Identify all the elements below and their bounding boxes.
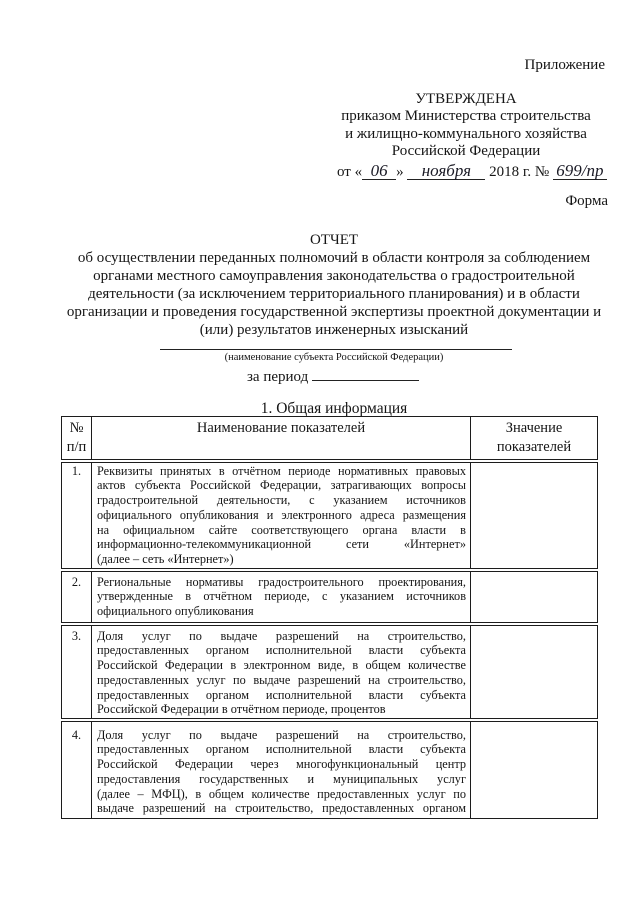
date-day-field: 06 [362,162,396,180]
header-value-label: Значение [505,420,563,436]
order-line: приказом Министерства строительства [341,108,591,125]
date-month-field: ноября [407,162,485,180]
table-header-row [62,417,598,461]
indicator-text-line: Доля услуг по выдаче разрешений на строительство, [97,727,466,742]
date-year-number: 2018 г. № [489,164,550,180]
report-title: ОТЧЕТ [309,232,359,248]
order-line: Российской Федерации [391,142,541,159]
indicator-text-line: (далее – сеть «Интернет») [97,552,234,567]
header-num-label: № [69,420,84,436]
report-subtitle-line: органами местного самоуправления законодательства о градостроительной [93,268,575,284]
indicator-text-line: предоставленных услуг по выдаче разрешений на строительство, [97,672,466,687]
indicators-table [61,416,598,819]
approval-date-line [337,162,607,182]
row-value-cell [471,461,598,570]
report-subtitle-line: об осуществлении переданных полномочий в области контроля за соблюдением [77,250,591,266]
indicator-text-line: Российской Федерации в электронном виде, в общем количестве [97,658,466,673]
order-line: и жилищно-коммунального хозяйства [345,125,587,142]
period-blank-line [312,367,419,381]
section-title: 1. Общая информация [260,400,408,417]
date-close-quote: » [396,164,404,180]
row-number: 4. [62,720,92,819]
row-indicator-name [92,624,471,720]
indicator-text-line: градостроительной деятельности, с указанием источников [97,493,466,508]
indicator-text-line: (далее – МФЦ), в общем количестве предоставленных услуг по [97,786,466,801]
indicator-text-line: предоставленных органом исполнительной власти субъекта [97,742,466,757]
indicator-text-line: Российской Федерации через многофункциональный центр [97,757,466,772]
indicator-text-line: утвержденные в отчётном периоде, с указанием источников [97,589,466,604]
report-subtitle-line: (или) результатов инженерных изысканий [199,322,469,338]
row-number: 1. [62,461,92,570]
header-name-cell [92,417,471,461]
indicator-text-line: Доля услуг по выдаче разрешений на строительство, [97,628,466,643]
approval-block [330,91,602,160]
indicator-text-line: предоставления государственных и муниципальных услуг [97,771,466,786]
report-subtitle-line: деятельности (за исключением территориального планирования) и в области [88,286,580,302]
row-indicator-name [92,461,471,570]
header-value-cell [471,417,598,461]
indicator-text-line: на официальном сайте соответствующего органа власти в [97,522,466,537]
indicator-text-line: предоставленных органом исполнительной власти субъекта [97,643,466,658]
form-label: Форма [565,193,608,209]
header-num-cell [62,417,92,461]
row-indicator-name [92,720,471,819]
table-row [62,624,598,720]
table-row [62,570,598,624]
row-number: 2. [62,570,92,624]
indicator-text-line: выдаче разрешений на строительство, предоставленных органом [97,801,466,816]
period-label: за период [247,369,309,385]
indicator-text-line: официального опубликования и электронного адреса размещения [97,507,466,522]
indicator-text-line: Российской Федерации в отчётном периоде, процентов [97,702,386,717]
indicator-text-line: информационно-телекоммуникационной сети «Интернет» [97,537,466,552]
table-row [62,720,598,819]
row-value-cell [471,624,598,720]
row-number: 3. [62,624,92,720]
period-line [247,367,419,386]
row-value-cell [471,570,598,624]
date-prefix: от « [337,164,363,180]
report-title-block [48,231,620,339]
indicator-text-line: предоставленных органом исполнительной власти субъекта [97,687,466,702]
header-num-label: п/п [66,439,87,455]
subject-name-line [160,349,512,350]
subject-caption: (наименование субъекта Российской Федерации) [224,352,444,363]
indicator-text-line: Региональные нормативы градостроительного проектирования, [97,574,466,589]
report-subtitle-line: организации и проведения государственной экспертизы проектной документации и [66,304,602,320]
table-row [62,461,598,570]
appendix-label: Приложение [524,57,605,73]
approved-heading: УТВЕРЖДЕНА [415,91,517,107]
row-value-cell [471,720,598,819]
indicator-text-line: актов субъекта Российской Федерации, затрагивающих вопросы [97,478,466,493]
order-number-field: 699/пр [553,162,607,180]
indicator-text-line: Реквизиты принятых в отчётном периоде нормативных правовых [97,463,466,478]
row-indicator-name [92,570,471,624]
indicator-text-line: официального опубликования [97,604,254,619]
header-value-label: показателей [496,439,572,455]
header-name-label: Наименование показателей [196,420,366,436]
